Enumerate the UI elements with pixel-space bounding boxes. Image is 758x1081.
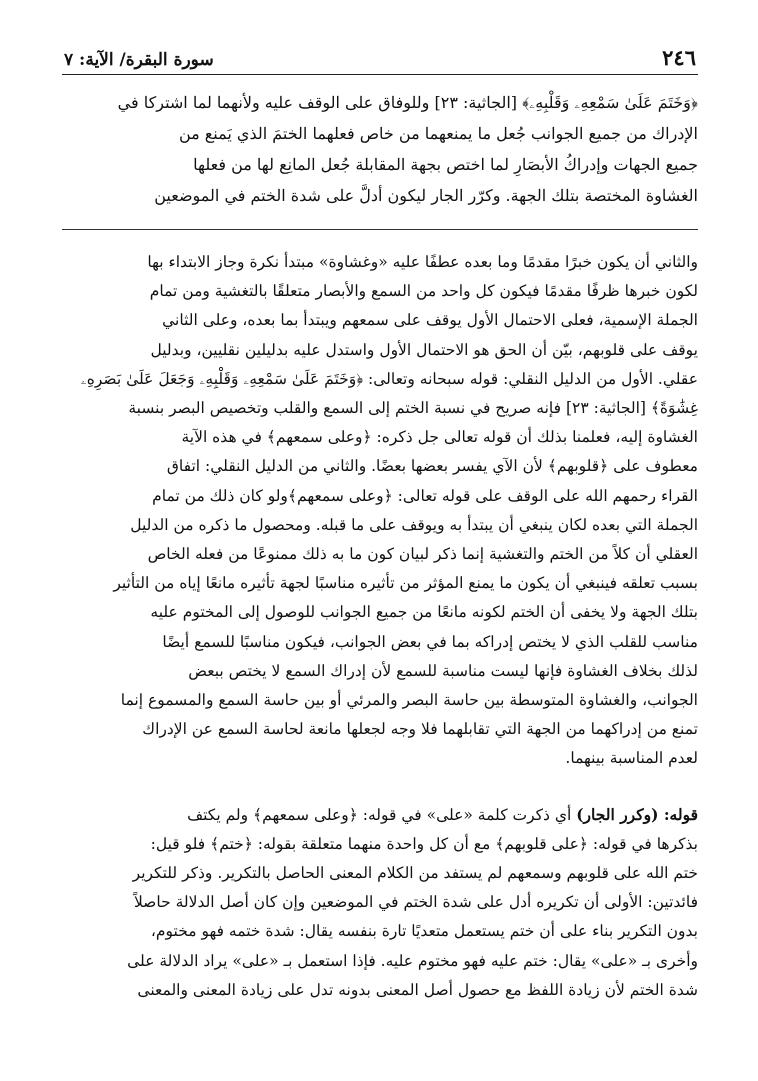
footnote-line: الغشاوة إليه، فعلمنا بذلك أن قوله تعالى جل ذكره: ﴿وعلى سمعهم﴾ في هذه الآية	[181, 428, 698, 447]
footnote-line: لكون خبرها ظرفًا مقدمًا فيكون كل واحد من السمع والأبصار متعلقًا بالتغشية ومن تمام	[149, 282, 698, 301]
footnote-line: فائدتين: الأولى أن تكريره أدل على شدة الختم في الموضعين وإن كان أصل الدلالة حاصلاً	[133, 893, 698, 912]
footnote-line: معطوف على ﴿قلوبهم﴾ لأن الآي يفسر بعضها بعضًا. والثاني من الدليل النقلي: اتفاق	[166, 457, 698, 476]
footnote-line: تمنع من إدراكهما من الجهة التي تقابلهما فلا وجه لجعلها مانعة لحاسة السمع عن الإدراك	[142, 720, 698, 739]
footnote-line: الجملة التي بعده لكان ينبغي أن يبتدأ به ويوقف على ما قبله. ومحصول ما ذكره من الدليل	[130, 515, 698, 534]
paragraph-gap	[62, 774, 698, 800]
footnote-line: بذكرها في قوله: ﴿على قلوبهم﴾ مع أن كل واحدة منهما متعلقة بقوله: ﴿ختم﴾ فلو قيل:	[150, 834, 698, 853]
footnote-line: القراء رحمهم الله على الوقف على قوله تعالى: ﴿وعلى سمعهم﴾ولو كان ذلك من تمام	[152, 486, 698, 505]
footnote-paragraph-2	[62, 800, 698, 1005]
footnote-line: بسبب تعلقه فينبغي أن يكون ما يمنع المؤثر من تأثيره مناسبًا لجهة تأثيره مانعًا إياه من التأثير	[113, 574, 698, 593]
book-page	[62, 40, 698, 1005]
footnote-line: الجملة الإسمية، فعلى الاحتمال الأول يوقف على سمعهم ويبتدأ بما بعده، وعلى الثاني	[162, 311, 698, 330]
footnote-line: لعدم المناسبة بينهما.	[565, 749, 698, 768]
footnote-line: غِشَٰوَةً﴾ [الجاثية: ٢٣] فإنه صريح في نسبة الختم إلى السمع والقلب وتخصيص البصر بنسبة	[128, 399, 698, 418]
footnote-line: والثاني أن يكون خبرًا مقدمًا وما بعده عطفًا عليه «وغشاوة» مبتدأ نكرة وجاز الابتداء بها	[147, 253, 698, 271]
page-number: ٢٤٦	[662, 45, 696, 70]
footnote-line: العقلي أن كلاً من الختم والتغشية إنما ذكر لبيان كون ما به ذلك ممنوعًا من فعله الخاص	[147, 545, 698, 564]
footnote-line-first	[62, 800, 698, 830]
main-text-line: ﴿وَخَتَمَ عَلَىٰ سَمْعِهِۦ وَقَلْبِهِۦ﴾ [الجاثية: ٢٣] وللوفاق على الوقف عليه ولأنهما لما اشتركا في	[117, 93, 698, 112]
footnote-line: مناسب للقلب الذي لا يختص إدراكه بما في بعض الجوانب، فيكون مناسبًا للسمع أيضًا	[162, 632, 698, 651]
footnote-line: بتلك الجهة ولا يخفى أن الختم لكونه مانعًا من جميع الجوانب للوصول إلى المختوم عليه	[150, 603, 698, 622]
running-title: سورة البقرة/ الآية: ٧	[64, 50, 214, 70]
main-text-line: جميع الجهات وإدراكُ الأبصَارِ لما اختص بجهة المقابلة جُعل المانِع لها من فعلها	[193, 155, 698, 174]
footnote-paragraph-1	[62, 248, 698, 774]
footnote-line: الجوانب، والغشاوة المتوسطة بين حاسة البصر والمرئي أو بين حاسة السمع والمسموع إنما	[120, 691, 698, 710]
footnote-line: لذلك بخلاف الغشاوة فإنها ليست مناسبة للسمع لأن إدراك السمع لا يختص ببعض	[188, 661, 698, 680]
commentary-lead-rest: أي ذكرت كلمة «على» في قوله: ﴿وعلى سمعهم﴾ ولم يكتف	[187, 805, 577, 824]
footnote-line: بدون التكرير بناء على أن ختم يستعمل متعديًا تارة بنفسه يقال: شدة ختمه فهو مختوم،	[150, 922, 698, 941]
page-header	[62, 40, 698, 75]
footnote-line: عقلي. الأول من الدليل النقلي: قوله سبحانه وتعالى: ﴿وَخَتَمَ عَلَىٰ سَمْعِهِۦ وَقَلْبِهِۦ وَجَعَلَ عَلَىٰ بَصَرِهِۦ	[80, 369, 698, 388]
main-text	[62, 87, 698, 211]
footnote-divider	[62, 229, 698, 230]
main-text-line: الإدراك من جميع الجوانب جُعل ما يمنعهما من خاص فعلهما الختمَ الذي يَمنع من	[178, 124, 698, 143]
footnote-line: ختم الله على قلوبهم وسمعهم لم يستفد من الكلام المعنى الحاصل بالتكرير. وذكر للتكرير	[132, 864, 698, 883]
footnote-line: وأخرى بـ «على» يقال: ختم عليه فهو مختوم عليه. فإذا استعمل بـ «على» يراد الدلالة على	[127, 951, 698, 970]
main-text-line: الغشاوة المختصة بتلك الجهة. وكرّر الجار ليكون أدلَّ على شدة الختم في الموضعين	[154, 186, 698, 205]
footnote-line: شدة الختم لأن زيادة اللفظ مع حصول أصل المعنى بدونه تدل على زيادة المعنى والمعنى	[137, 980, 698, 999]
commentary-lead: قوله: (وكرر الجار)	[576, 804, 698, 824]
footnote-line: يوقف على قلوبهم، بيّن أن الحق هو الاحتمال الأول واستدل عليه بدليلين نقليين، وبدليل	[150, 340, 698, 359]
